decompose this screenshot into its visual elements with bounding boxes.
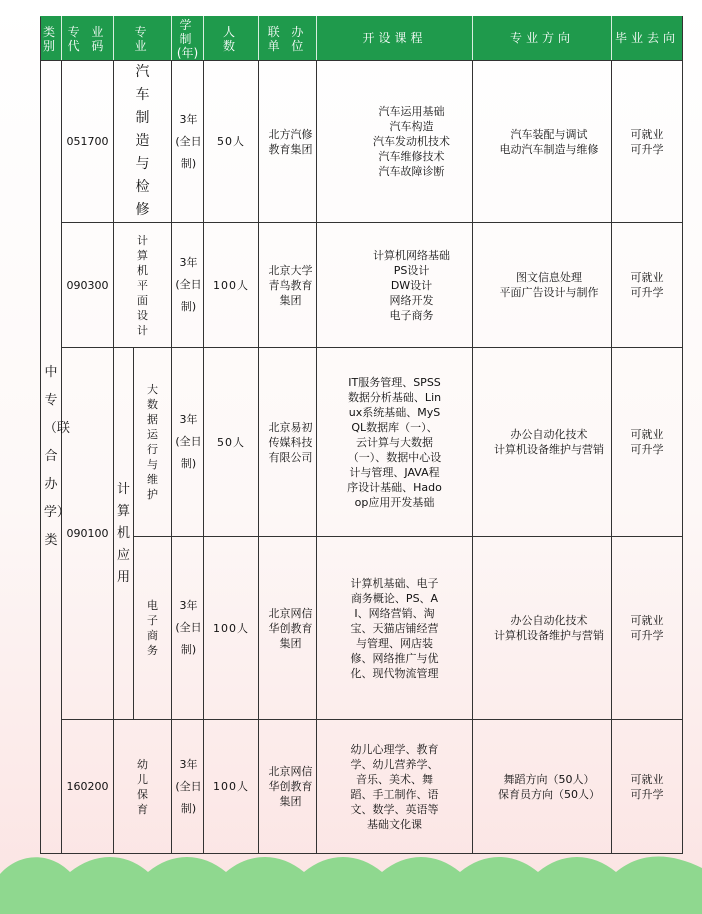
courses-cell: 汽车运用基础 汽车构造 汽车发动机技术 汽车维修技术 汽车故障诊断	[317, 61, 473, 223]
destination-cell: 可就业 可升学	[612, 223, 683, 348]
duration-cell: 3年(全日制)	[172, 61, 204, 223]
code-cell: 090300	[62, 223, 114, 348]
count-cell: 100人	[204, 223, 259, 348]
duration-cell: 3年(全日制)	[172, 720, 204, 854]
header-major: 专 业	[114, 17, 172, 61]
org-cell: 北京大学 青鸟教育 集团	[259, 223, 317, 348]
header-org: 联 办 单 位	[259, 17, 317, 61]
header-row	[41, 17, 683, 61]
direction-cell: 办公自动化技术 计算机设备维护与营销	[473, 348, 612, 537]
header-destination: 毕业去向	[612, 17, 683, 61]
courses-cell: 幼儿心理学、教育学、幼儿营养学、音乐、美术、舞蹈、手工制作、语文、数学、英语等基础文化课	[317, 720, 473, 854]
header-duration: 学 制 (年)	[172, 17, 204, 61]
header-code: 专 业 代 码	[62, 17, 114, 61]
table-row	[41, 537, 683, 720]
duration-cell: 3年(全日制)	[172, 537, 204, 720]
code-cell: 051700	[62, 61, 114, 223]
count-cell: 100人	[204, 720, 259, 854]
major-cell: 汽车制造与检修	[114, 61, 172, 223]
courses-cell: 计算机基础、电子商务概论、PS、AI、网络营销、淘宝、天猫店铺经营与管理、网店装修、网络推广与优化、现代物流管理	[317, 537, 473, 720]
count-cell: 50人	[204, 61, 259, 223]
direction-cell: 汽车装配与调试 电动汽车制造与维修	[473, 61, 612, 223]
header-count: 人 数	[204, 17, 259, 61]
table-row	[41, 720, 683, 854]
duration-cell: 3年(全日制)	[172, 223, 204, 348]
org-cell: 北京网信 华创教育 集团	[259, 720, 317, 854]
count-cell: 100人	[204, 537, 259, 720]
major-cell: 电子商务	[134, 537, 172, 720]
direction-cell: 办公自动化技术 计算机设备维护与营销	[473, 537, 612, 720]
decorative-wave	[0, 844, 702, 914]
direction-cell: 图文信息处理 平面广告设计与制作	[473, 223, 612, 348]
major-cell: 计算机平面设计	[114, 223, 172, 348]
destination-cell: 可就业 可升学	[612, 348, 683, 537]
count-cell: 50人	[204, 348, 259, 537]
org-cell: 北京网信 华创教育 集团	[259, 537, 317, 720]
table-row	[41, 348, 683, 537]
header-category: 类 别	[41, 17, 62, 61]
org-cell: 北方汽修 教育集团	[259, 61, 317, 223]
group-major-cell: 计算机应用	[114, 348, 134, 720]
major-cell: 大数据运行与维护	[134, 348, 172, 537]
courses-cell: 计算机网络基础 PS设计 DW设计 网络开发 电子商务	[317, 223, 473, 348]
destination-cell: 可就业 可升学	[612, 61, 683, 223]
table-row	[41, 61, 683, 223]
header-direction: 专业方向	[473, 17, 612, 61]
destination-cell: 可就业 可升学	[612, 720, 683, 854]
duration-cell: 3年(全日制)	[172, 348, 204, 537]
org-cell: 北京易初 传媒科技 有限公司	[259, 348, 317, 537]
header-courses: 开设课程	[317, 17, 473, 61]
program-table	[40, 16, 683, 854]
category-cell: 中专（联合办学）类	[41, 61, 62, 854]
courses-cell: IT服务管理、SPSS数据分析基础、Linux系统基础、MySQL数据库（一）、云计算与大数据（一）、数据中心设计与管理、JAVA程序设计基础、Hadoop应用开发基础	[317, 348, 473, 537]
destination-cell: 可就业 可升学	[612, 537, 683, 720]
wave-shape	[0, 856, 702, 914]
direction-cell: 舞蹈方向（50人） 保育员方向（50人）	[473, 720, 612, 854]
code-cell: 160200	[62, 720, 114, 854]
code-cell: 090100	[62, 348, 114, 720]
major-cell: 幼儿保育	[114, 720, 172, 854]
table-row	[41, 223, 683, 348]
